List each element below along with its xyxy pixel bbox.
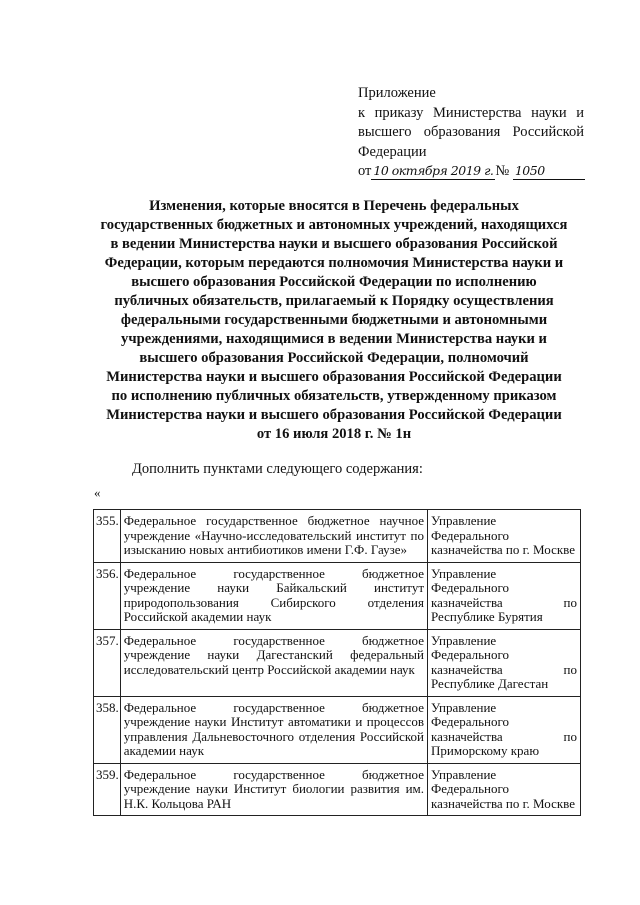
- annex-label: Приложение: [358, 85, 436, 101]
- row-number: 357.: [94, 629, 121, 696]
- institution-name: Федеральное государственное бюджетное учреждение науки Институт автоматики и процессов управления Дальневосточного отделения Российской академии наук: [120, 696, 427, 763]
- title-line: Изменения, которые вносятся в Перечень федеральных: [149, 198, 519, 214]
- treasury-department: Управление Федерального казначейства по Республике Дагестан: [428, 629, 581, 696]
- institution-name: Федеральное государственное бюджетное учреждение науки Байкальский институт природопользования Сибирского отделения Российской академии наук: [120, 562, 427, 629]
- number-prefix: №: [495, 163, 510, 179]
- title-line: высшего образования Российской Федерации по исполнению: [131, 274, 537, 290]
- title-line: от 16 июля 2018 г. № 1н: [256, 426, 412, 442]
- table-row: [94, 763, 581, 816]
- opening-quote: «: [94, 485, 101, 500]
- institutions-table: [93, 509, 581, 816]
- document-title: [84, 197, 584, 444]
- handwritten-date: 10 октября 2019 г.: [373, 163, 494, 178]
- table-row: [94, 696, 581, 763]
- lead-paragraph: Дополнить пунктами следующего содержания:: [132, 461, 423, 477]
- treasury-department: Управление Федерального казначейства по Республике Бурятия: [428, 562, 581, 629]
- title-line: государственных бюджетных и автономных учреждений, находящихся: [100, 217, 568, 233]
- title-line: Федерации, которым передаются полномочия Министерства науки и: [104, 255, 564, 271]
- annex-header: [358, 84, 584, 182]
- title-line: высшего образования Российской Федерации, полномочий: [139, 350, 529, 366]
- date-prefix: от: [358, 163, 372, 179]
- row-number: 358.: [94, 696, 121, 763]
- institution-name: Федеральное государственное бюджетное учреждение науки Институт биологии развития им. Н.К. Кольцова РАН: [120, 763, 427, 816]
- annex-ministry-line: высшего образования Российской: [358, 124, 584, 140]
- title-line: учреждениями, находящимися в ведении Министерства науки и: [121, 331, 547, 347]
- row-number: 359.: [94, 763, 121, 816]
- institution-name: Федеральное государственное бюджетное учреждение науки Дагестанский федеральный исследовательский центр Российской академии наук: [120, 629, 427, 696]
- title-line: по исполнению публичных обязательств, утвержденному приказом: [111, 388, 557, 404]
- title-line: Министерства науки и высшего образования Российской Федерации: [106, 369, 562, 385]
- annex-order-line: к приказу Министерства науки и: [358, 104, 584, 121]
- handwritten-number: 1050: [513, 163, 585, 180]
- annex-country-line: Федерации: [358, 143, 427, 160]
- row-number: 355.: [94, 510, 121, 563]
- treasury-department: Управление Федерального казначейства по г. Москве: [428, 763, 581, 816]
- annex-date-line: [358, 162, 584, 182]
- title-line: Министерства науки и высшего образования Российской Федерации: [106, 407, 562, 423]
- title-line: федеральными государственными бюджетными и автономными: [120, 312, 548, 328]
- title-line: публичных обязательств, прилагаемый к Порядку осуществления: [114, 293, 554, 309]
- table-row: [94, 629, 581, 696]
- table-row: [94, 510, 581, 563]
- title-line: в ведении Министерства науки и высшего образования Российской: [110, 236, 558, 252]
- row-number: 356.: [94, 562, 121, 629]
- treasury-department: Управление Федерального казначейства по Приморскому краю: [428, 696, 581, 763]
- institution-name: Федеральное государственное бюджетное научное учреждение «Научно-исследовательский институт по изысканию новых антибиотиков имени Г.Ф. Гаузе»: [120, 510, 427, 563]
- table-row: [94, 562, 581, 629]
- treasury-department: Управление Федерального казначейства по г. Москве: [428, 510, 581, 563]
